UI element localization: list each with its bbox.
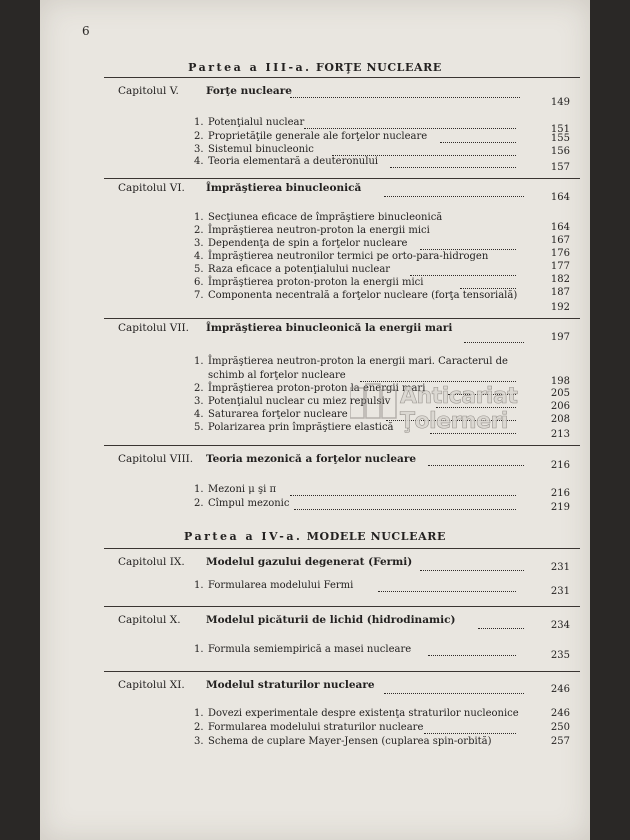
toc-entry: 1. Potenţialul nuclear [194,117,305,128]
entry-page: 177 [550,261,570,272]
toc-entry: 7. Componenta necentrală a forţelor nucleare (forţa tensorială) [194,290,518,301]
entry-page: 155 [550,133,570,144]
toc-entry: 2. Împrăştierea proton-proton la energii mari [194,383,426,394]
chapter-title: Împrăştierea binucleonică la energii mari [206,322,453,334]
chapter-page: 197 [550,332,570,343]
chapter-page: 216 [550,460,570,471]
chapter-title: Modelul straturilor nucleare [206,679,375,691]
chapter-page: 234 [550,620,570,631]
toc-entry: 1. Secţiunea eficace de împrăştiere binucleonică [194,212,443,223]
entry-page: 208 [550,414,570,425]
entry-page: 250 [550,722,570,733]
chapter-title: Împrăştierea binucleonică [206,182,362,194]
entry-page: 192 [550,302,570,313]
entry-page: 246 [550,708,570,719]
leader-dots [410,275,516,276]
entry-page: 257 [550,736,570,747]
leader-dots [390,167,516,168]
leader-dots [460,288,516,289]
entry-page: 219 [550,502,570,513]
divider [104,548,580,549]
toc-entry: 2. Împrăştierea neutron-proton la energii mici [194,225,430,236]
leader-dots [304,128,516,129]
part-name: FORŢE NUCLEARE [315,61,442,74]
chapter-page: 231 [550,562,570,573]
chapter-page: 149 [550,97,570,108]
entry-page: 164 [550,222,570,233]
chapter-label: Capitolul XI. [118,679,185,691]
entry-page: 157 [550,162,570,173]
chapter-title: Teoria mezonică a forţelor nucleare [206,453,417,465]
entry-page: 198 [550,376,570,387]
toc-entry: 1. Formula semiempirică a masei nucleare [194,644,412,655]
entry-page: 151 [550,124,570,135]
chapter-page: 164 [550,192,570,203]
leader-dots [464,342,524,343]
toc-entry: 4. Împrăştierea neutronilor termici pe orto-para-hidrogen [194,251,489,262]
leader-dots [290,495,516,496]
leader-dots [378,591,516,592]
entry-page: 216 [550,488,570,499]
toc-entry: 4. Saturarea forţelor nucleare [194,409,348,420]
chapter-label: Capitolul VI. [118,182,185,194]
entry-page: 213 [550,429,570,440]
toc-entry: 3. Dependenţa de spin a forţelor nucleare [194,238,408,249]
toc-entry: 6. Împrăştierea proton-proton la energii mici [194,277,424,288]
chapter-title: Modelul gazului degenerat (Fermi) [206,556,413,568]
leader-dots [424,733,516,734]
toc-entry: 3. Potenţialul nuclear cu miez repulsiv [194,396,391,407]
chapter-label: Capitolul X. [118,614,181,626]
chapter-label: Capitolul IX. [118,556,185,568]
toc-entry: 4. Teoria elementară a deuteronului [194,156,379,167]
toc-entry: 2. Proprietăţile generale ale forţelor nucleare [194,131,428,142]
chapter-label: Capitolul VII. [118,322,189,334]
divider [104,77,580,78]
entry-page: 187 [550,287,570,298]
leader-dots [290,97,520,98]
watermark: Anticariat Ţolerneri [400,384,518,434]
leader-dots [384,693,524,694]
toc-entry: 3. Schema de cuplare Mayer-Jensen (cuplarea spin-orbită) [194,736,492,747]
leader-dots [440,142,516,143]
toc-entry: 1. Dovezi experimentale despre existenţa straturilor nucleonice [194,708,519,719]
chapter-label: Capitolul VIII. [118,453,194,465]
part-prefix: Partea a III-a. [188,61,312,74]
entry-page: 205 [550,388,570,399]
entry-page: 231 [550,586,570,597]
entry-page: 206 [550,401,570,412]
entry-page: 167 [550,235,570,246]
leader-dots [478,628,524,629]
entry-page: 156 [550,146,570,157]
leader-dots [420,570,524,571]
chapter-label: Capitolul V. [118,85,179,97]
entry-page: 235 [550,650,570,661]
divider [104,318,580,319]
toc-entry: 1. Împrăştierea neutron-proton la energii mari. Caracterul de [194,356,508,367]
toc-entry: 2. Formularea modelului straturilor nucleare [194,722,424,733]
leader-dots [294,509,516,510]
part-prefix: Partea a IV-a. [184,530,303,543]
toc-entry-continuation: schimb al forţelor nucleare [208,370,346,381]
part-name: MODELE NUCLEARE [306,530,446,543]
divider [104,671,580,672]
leader-dots [420,249,516,250]
toc-entry: 1. Formularea modelului Fermi [194,580,354,591]
page-number: 6 [82,24,90,38]
divider [104,445,580,446]
divider [104,178,580,179]
chapter-title: Forţe nucleare [206,85,292,97]
toc-entry: 1. Mezoni μ şi π [194,484,277,495]
toc-entry: 5. Polarizarea prin împrăştiere elastică [194,422,394,433]
toc-entry: 3. Sistemul binucleonic [194,144,314,155]
part-title-3 [0,61,630,74]
toc-entry: 5. Raza eficace a potenţialului nuclear [194,264,391,275]
leader-dots [428,655,516,656]
divider [104,606,580,607]
chapter-page: 246 [550,684,570,695]
leader-dots [428,465,524,466]
entry-page: 176 [550,248,570,259]
chapter-title: Modelul picăturii de lichid (hidrodinamic) [206,614,456,626]
entry-page: 182 [550,274,570,285]
part-title-4 [0,530,630,543]
leader-dots [384,196,524,197]
toc-entry: 2. Cîmpul mezonic [194,498,290,509]
